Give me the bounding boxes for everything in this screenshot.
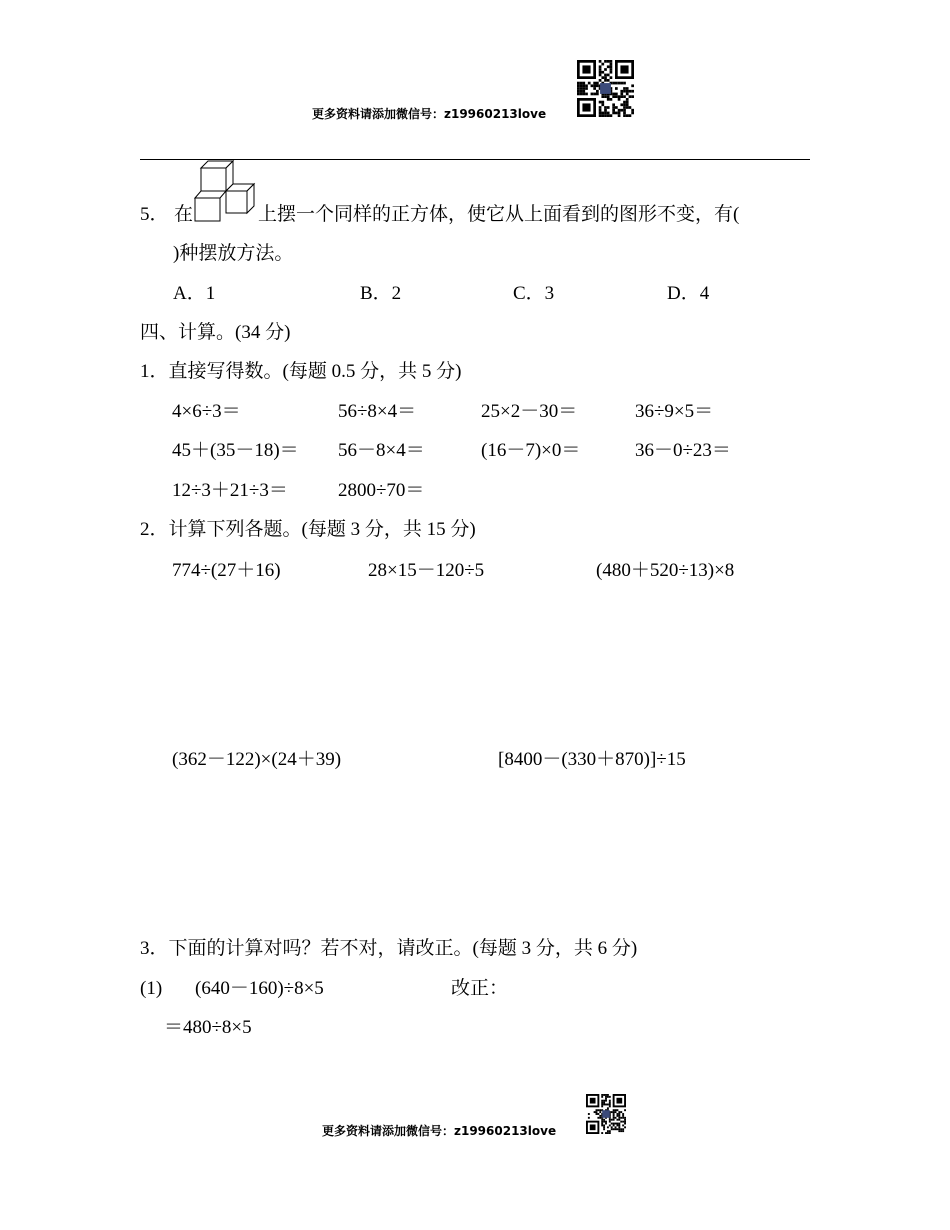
p1-item: 36－0÷23＝ — [635, 440, 731, 461]
q5-text-pre: 在 — [174, 204, 194, 225]
part1-title: 1．直接写得数。(每题 0.5 分，共 5 分) — [140, 361, 462, 382]
p1-item: 25×2－30＝ — [481, 401, 578, 422]
cube-stack-figure — [192, 160, 258, 222]
header-watermark: 更多资料请添加微信号：z19960213love — [312, 107, 547, 121]
p2-item: (362－122)×(24＋39) — [172, 749, 342, 770]
p3-fix-label: 改正： — [451, 978, 509, 999]
q5-option-b: B．2 — [360, 283, 402, 304]
p1-item: 56÷8×4＝ — [338, 401, 417, 422]
p2-item: [8400－(330＋870)]÷15 — [498, 749, 686, 770]
p3-label: (1) — [140, 978, 163, 999]
q5-number: 5． — [140, 204, 169, 225]
p3-expression: (640－160)÷8×5 — [195, 978, 324, 999]
qr-code-icon — [586, 1094, 626, 1134]
q5-text-post: 上摆一个同样的正方体，使它从上面看到的图形不变，有( — [258, 204, 740, 225]
p3-step: ＝480÷8×5 — [164, 1017, 252, 1038]
p1-item: 36÷9×5＝ — [635, 401, 714, 422]
p1-item: 2800÷70＝ — [338, 480, 425, 501]
part3-title: 3．下面的计算对吗？若不对，请改正。(每题 3 分，共 6 分) — [140, 938, 638, 959]
q5-option-c: C．3 — [513, 283, 555, 304]
p1-item: 4×6÷3＝ — [172, 401, 241, 422]
p2-item: 28×15－120÷5 — [368, 560, 485, 581]
q5-option-a: A．1 — [173, 283, 216, 304]
p2-item: (480＋520÷13)×8 — [596, 560, 735, 581]
p2-item: 774÷(27＋16) — [172, 560, 281, 581]
p1-item: 56－8×4＝ — [338, 440, 425, 461]
footer-watermark: 更多资料请添加微信号：z19960213love — [322, 1124, 557, 1138]
q5-text-cont: )种摆放方法。 — [173, 243, 294, 264]
p1-item: 45＋(35－18)＝ — [172, 440, 299, 461]
p1-item: 12÷3＋21÷3＝ — [172, 480, 288, 501]
p1-item: (16－7)×0＝ — [481, 440, 581, 461]
part2-title: 2．计算下列各题。(每题 3 分，共 15 分) — [140, 519, 476, 540]
section-title: 四、计算。(34 分) — [140, 322, 291, 343]
q5-option-d: D．4 — [667, 283, 710, 304]
qr-code-icon — [577, 60, 634, 117]
